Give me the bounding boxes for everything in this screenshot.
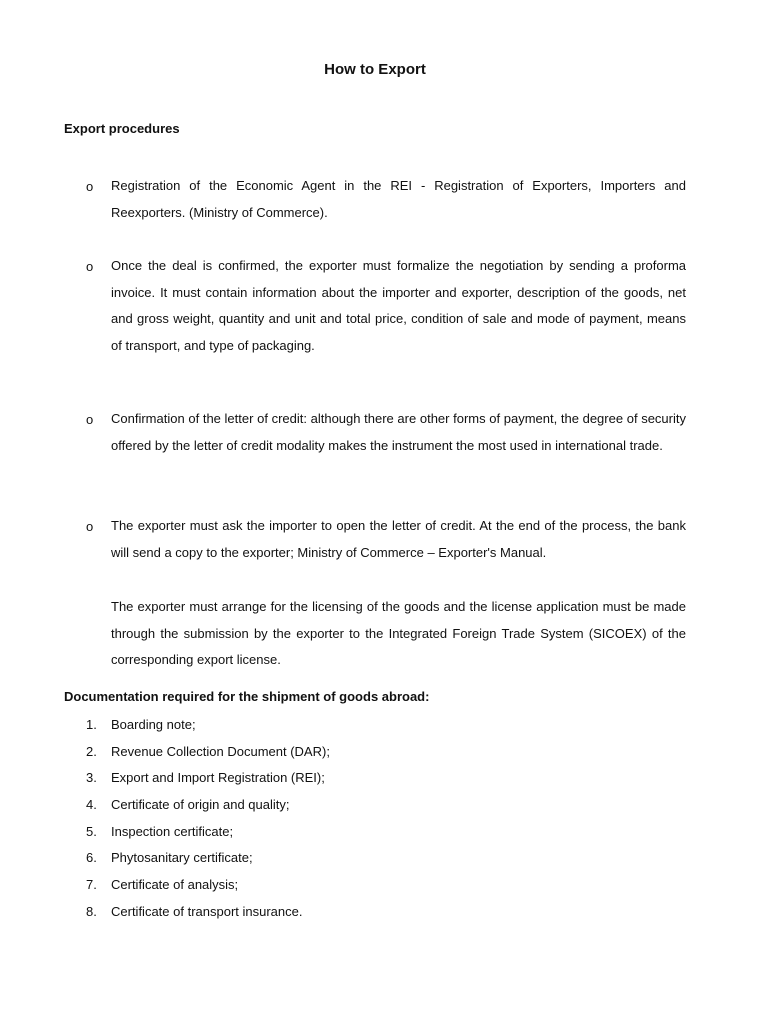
bullet-item [86, 513, 686, 566]
list-item-text: Phytosanitary certificate; [111, 850, 253, 866]
list-item-text: Boarding note; [111, 717, 196, 732]
bullet-item [86, 253, 686, 360]
list-item-text: Export and Import Registration (REI); [111, 770, 325, 786]
bullet-text: Registration of the Economic Agent in the REI - Registration of Exporters, Importers and Reexporters. (Ministry of Commerce). [111, 178, 686, 220]
section-heading-export-procedures: Export procedures [64, 121, 180, 136]
list-number: 2. [86, 743, 97, 759]
bullet-marker: o [86, 259, 94, 274]
list-number: 3. [86, 770, 97, 786]
list-item-text: Revenue Collection Document (DAR); [111, 743, 330, 759]
list-number: 4. [86, 797, 97, 813]
list-number: 6. [86, 850, 97, 866]
list-item-text: Certificate of origin and quality; [111, 797, 290, 813]
list-number: 1. [86, 717, 97, 732]
list-item [86, 765, 330, 792]
bullet-item [86, 406, 686, 459]
list-number: 7. [86, 877, 97, 893]
list-item-text: Certificate of transport insurance. [111, 903, 303, 919]
section-heading-documentation: Documentation required for the shipment of goods abroad: [64, 689, 430, 704]
list-item [86, 872, 330, 899]
list-number: 8. [86, 903, 97, 919]
bullet-text: Once the deal is confirmed, the exporter must formalize the negotiation by sending a proforma invoice. It must contain information about the importer and exporter, description of the goods, net and gross weight, quantity and unit and total price, condition of sale and mode of payment, means of transport, and type of packaging. [111, 258, 686, 354]
documents-list [86, 712, 330, 926]
licensing-paragraph: The exporter must arrange for the licensing of the goods and the license application must be made through the submission by the exporter to the Integrated Foreign Trade System (SICOEX) of the corresponding export license. [111, 599, 686, 668]
bullet-marker: o [86, 412, 94, 427]
bullet-marker: o [86, 519, 94, 534]
list-item-text: Inspection certificate; [111, 823, 234, 839]
document-title: How to Export [324, 61, 426, 78]
list-item-text: Certificate of analysis; [111, 877, 239, 893]
list-item [86, 899, 330, 926]
bullet-text: Confirmation of the letter of credit: although there are other forms of payment, the degree of security offered by the letter of credit modality makes the instrument the most used in international trade. [111, 411, 686, 453]
list-item [86, 819, 330, 846]
list-item [86, 845, 330, 872]
list-item [86, 712, 330, 739]
list-item [86, 739, 330, 766]
list-item [86, 792, 330, 819]
bullet-item [86, 173, 686, 226]
list-number: 5. [86, 823, 97, 839]
bullet-marker: o [86, 179, 94, 194]
bullet-text: The exporter must ask the importer to open the letter of credit. At the end of the process, the bank will send a copy to the exporter; Ministry of Commerce – Exporter's Manual. [111, 518, 686, 560]
